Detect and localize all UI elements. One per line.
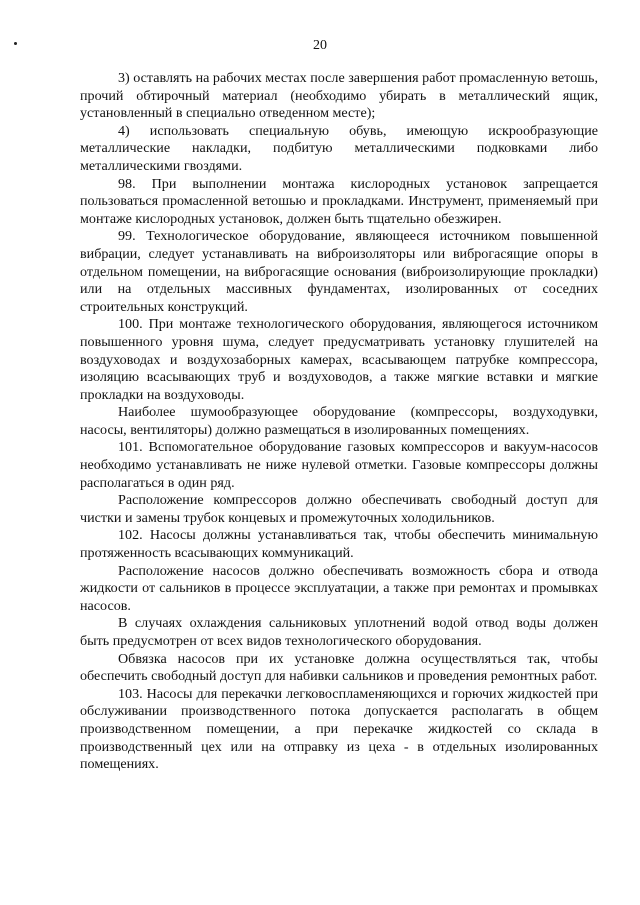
paragraph-101: 101. Вспомогательное оборудование газовых компрессоров и вакуум-насосов необходимо устанавливать не ниже нулевой отметки. Газовые компрессоры должны располагаться в один ряд. — [80, 439, 598, 491]
paragraph-item-4: 4) использовать специальную обувь, имеющую искрообразующие металлические накладки, подбитую металлическими подковками либо металлическими гвоздями. — [80, 122, 598, 174]
paragraph-99: 99. Технологическое оборудование, являющееся источником повышенной вибрации, следует устанавливать на виброизоляторы или виброгасящие опоры в отдельном помещении, на виброгасящие основания (виброизолирующие прокладки) или на отдельных массивных фундаментах, изолированных от соседних строительных конструкций. — [80, 228, 598, 315]
page-number: 20 — [313, 38, 327, 53]
paragraph-102-pump-layout: Расположение насосов должно обеспечивать возможность сбора и отвода жидкости от сальников в процессе эксплуатации, а также при ремонтах и промывках насосов. — [80, 562, 598, 614]
paragraph-100-noise-equipment: Наиболее шумообразующее оборудование (компрессоры, воздуходувки, насосы, вентиляторы) должно размещаться в изолированных помещениях. — [80, 404, 598, 438]
paragraph-100: 100. При монтаже технологического оборудования, являющегося источником повышенного уровня шума, следует предусматривать установку глушителей на воздуховодах и воздухозаборных камерах, всасывающем патрубке компрессора, изоляцию всасывающих труб и воздуховодов, а также мягкие вставки и мягкие прокладки на воздуховоды. — [80, 316, 598, 403]
paragraph-item-3: 3) оставлять на рабочих местах после завершения работ промасленную ветошь, прочий обтирочный материал (необходимо убирать в металлический ящик, установленный в специально отведенном месте); — [80, 70, 598, 122]
document-body — [80, 70, 598, 774]
paragraph-102-pump-piping: Обвязка насосов при их установке должна осуществляться так, чтобы обеспечить свободный доступ для набивки сальников и проведения ремонтных работ. — [80, 650, 598, 685]
paragraph-103: 103. Насосы для перекачки легковоспламеняющихся и горючих жидкостей при обслуживании производственного потока допускается располагать в общем производственном помещении, а при перекачке жидкостей со склада в производственный цех или на отправку из цеха - в отдельных изолированных помещениях. — [80, 685, 598, 773]
paragraph-102: 102. Насосы должны устанавливаться так, чтобы обеспечить минимальную протяженность всасывающих коммуникаций. — [80, 527, 598, 562]
paragraph-101-compressor-layout: Расположение компрессоров должно обеспечивать свободный доступ для чистки и замены трубок концевых и промежуточных холодильников. — [80, 492, 598, 526]
paragraph-102-seal-cooling: В случаях охлаждения сальниковых уплотнений водой отвод воды должен быть предусмотрен от всех видов технологического оборудования. — [80, 615, 598, 649]
paragraph-98: 98. При выполнении монтажа кислородных установок запрещается пользоваться промасленной ветошью и прокладками. Инструмент, применяемый при монтаже кислородных установок, должен быть тщательно обезжирен. — [80, 175, 598, 227]
